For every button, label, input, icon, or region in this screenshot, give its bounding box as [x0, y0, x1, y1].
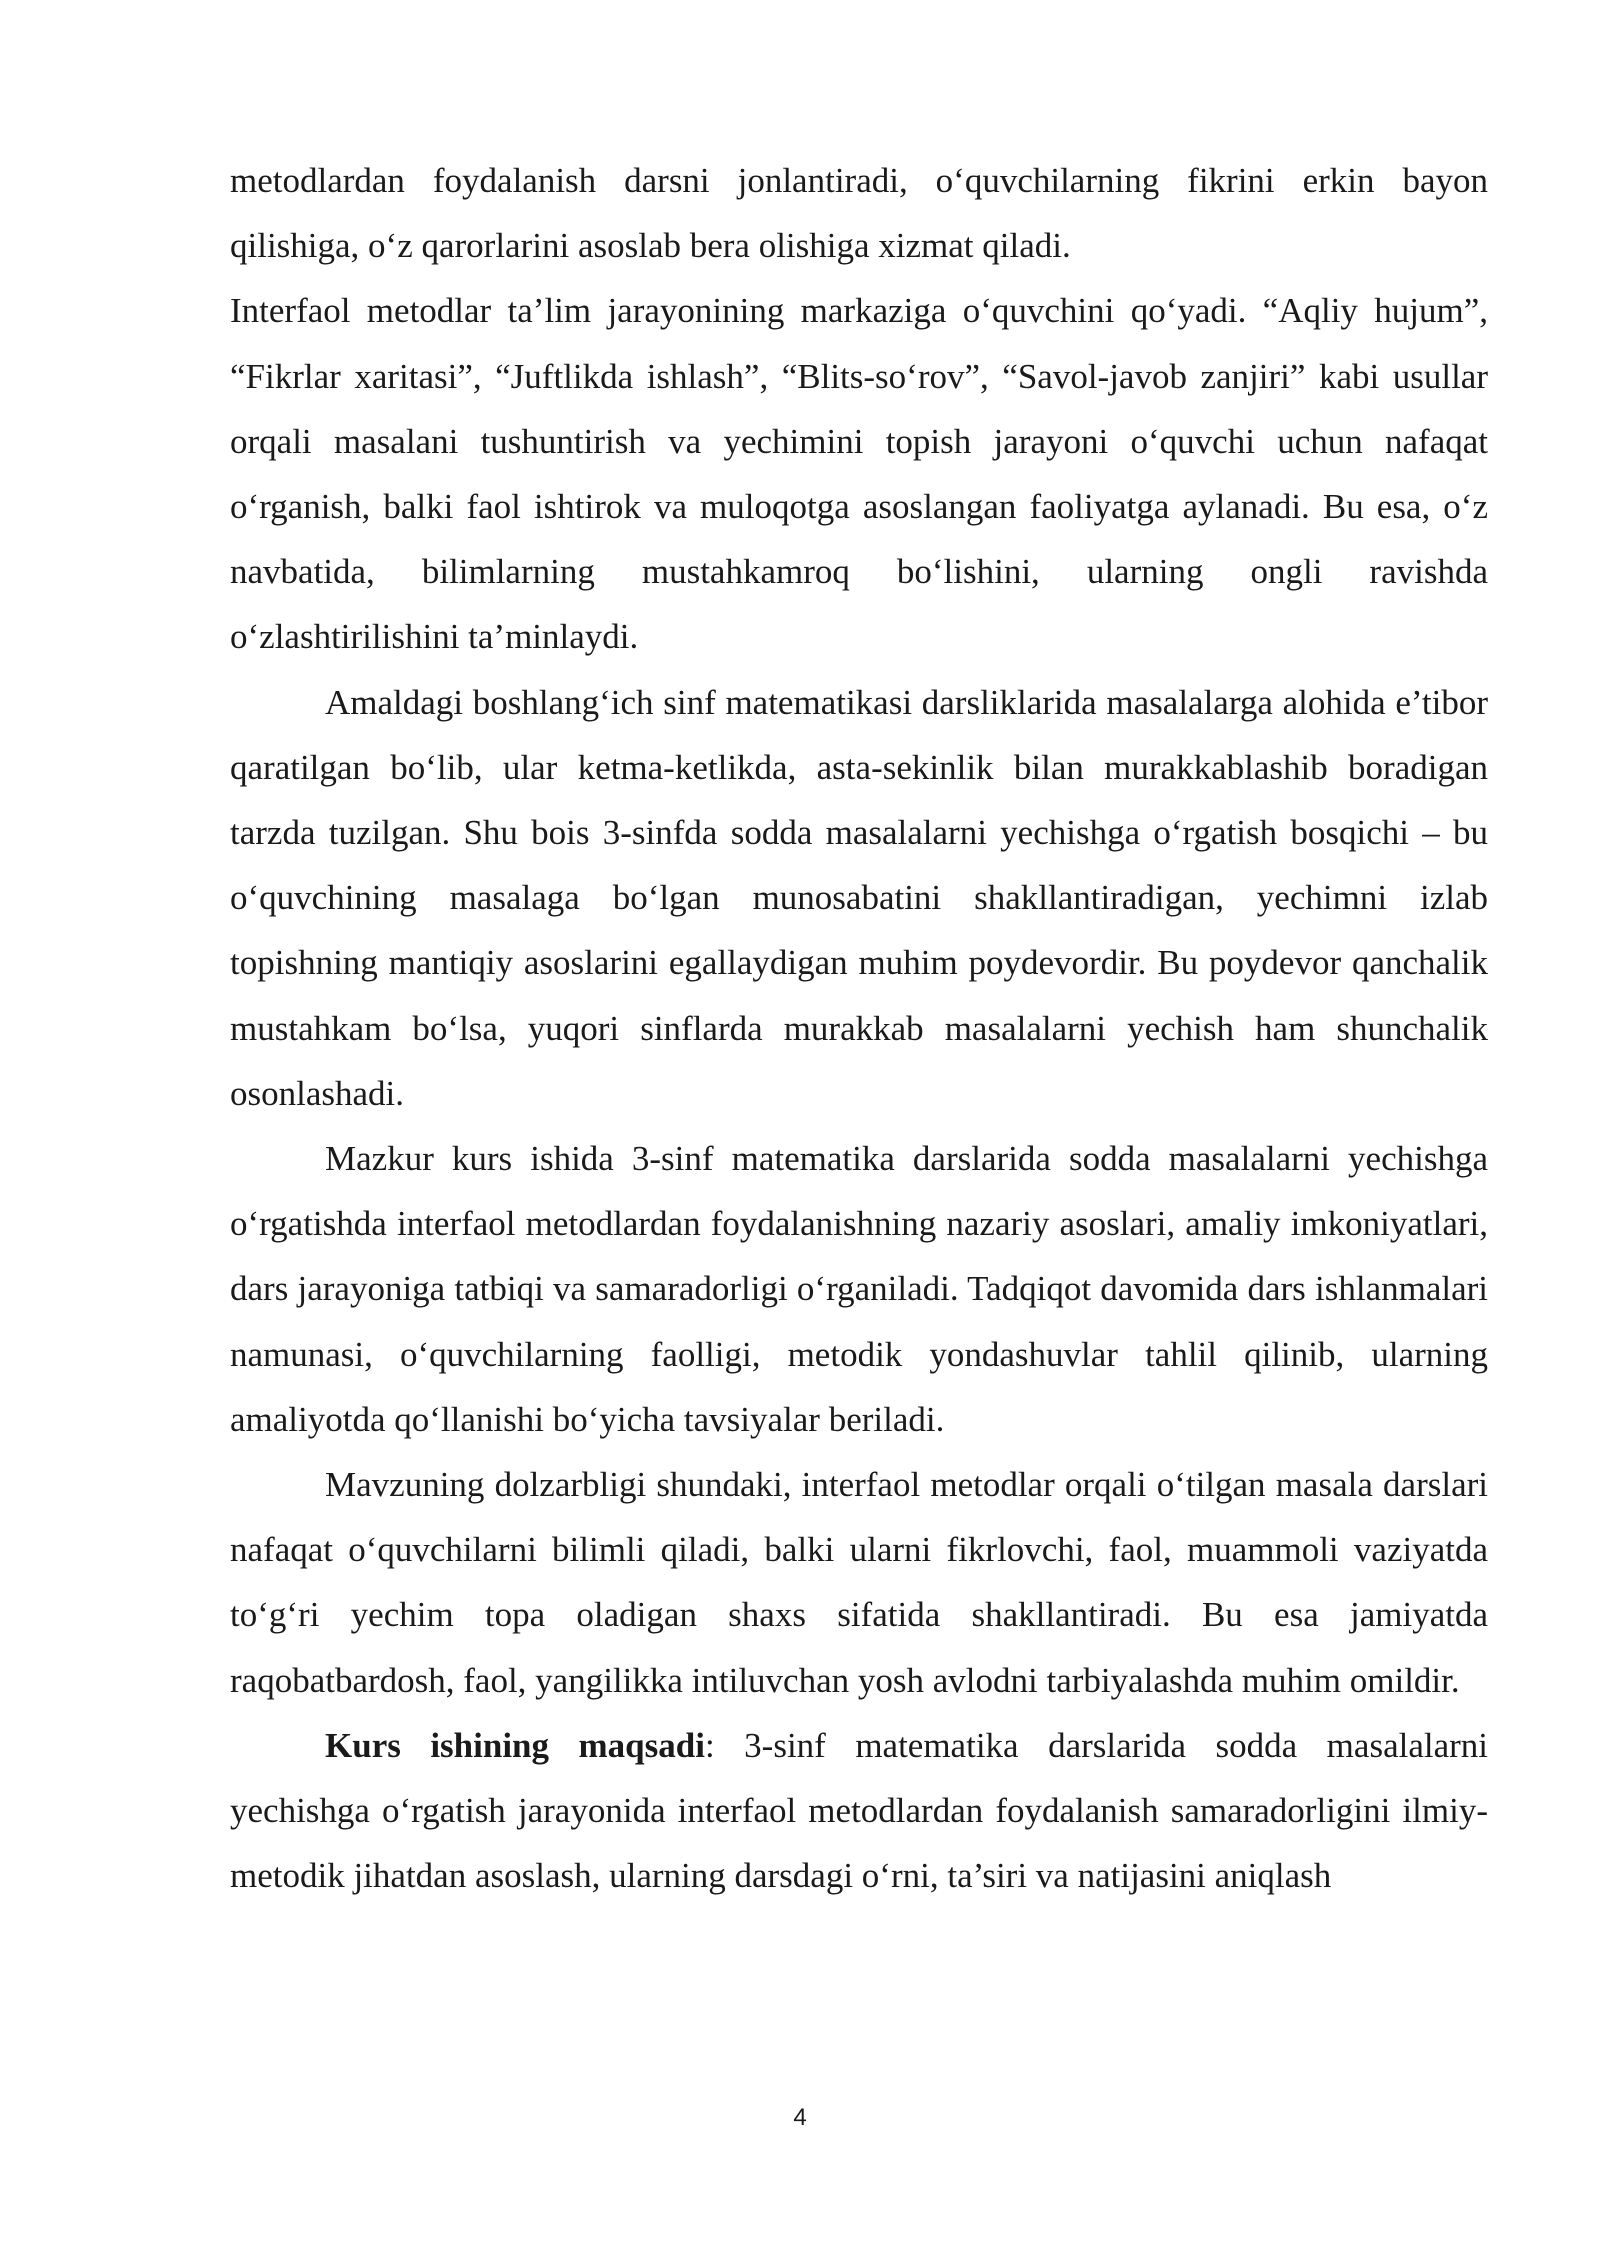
body-text [230, 148, 1488, 1908]
paragraph-interactive-methods: Interfaol metodlar ta’lim jarayonining markaziga o‘quvchini qo‘yadi. “Aqliy hujum”, “Fikrlar xaritasi”, “Juftlikda ishlash”, “Blits-so‘rov”, “Savol-javob zanjiri” kabi usullar orqali masalani tushuntirish va yechimini topish jarayoni o‘quvchi uchun nafaqat o‘rganish, balki faol ishtirok va muloqotga asoslangan faoliyatga aylanadi. Bu esa, o‘z navbatida, bilimlarning mustahkamroq bo‘lishini, ularning ongli ravishda o‘zlashtirilishini ta’minlaydi. [230, 291, 1488, 657]
paragraph-course-work: Mazkur kurs ishida 3-sinf matematika darslarida sodda masalalarni yechishga o‘rgatishda interfaol metodlardan foydalanishning nazariy asoslari, amaliy imkoniyatlari, dars jarayoniga tatbiqi va samaradorligi o‘rganiladi. Tadqiqot davomida dars ishlanmalari namunasi, o‘quvchilarning faolligi, metodik yondashuvlar tahlil qilinib, ularning amaliyotda qo‘llanishi bo‘yicha tavsiyalar beriladi. [230, 1139, 1488, 1439]
paragraph-continuation: metodlardan foydalanish darsni jonlantiradi, o‘quvchilarning fikrini erkin bayon qilishiga, o‘z qarorlarini asoslab bera olishiga xizmat qiladi. [230, 161, 1488, 266]
page-number: 4 [793, 2104, 807, 2131]
paragraph-relevance: Mavzuning dolzarbligi shundaki, interfaol metodlar orqali o‘tilgan masala darslari nafaqat o‘quvchilarni bilimli qiladi, balki ularni fikrlovchi, faol, muammoli vaziyatda to‘g‘ri yechim topa oladigan shaxs sifatida shakllantiradi. Bu esa jamiyatda raqobatbardosh, faol, yangilikka intiluvchan yosh avlodni tarbiyalashda muhim omildir. [230, 1465, 1488, 1700]
paragraph-goal [230, 1713, 1488, 1909]
goal-text: : 3-sinf matematika darslarida sodda masalalarni yechishga o‘rgatish jarayonida interfaol metodlardan foydalanish samaradorligini ilmiy-metodik jihatdan asoslash, ularning darsdagi o‘rni, ta’siri va natijasini aniqlash [230, 1725, 1488, 1896]
paragraph-textbooks: Amaldagi boshlang‘ich sinf matematikasi darsliklarida masalalarga alohida e’tibor qaratilgan bo‘lib, ular ketma-ketlikda, asta-sekinlik bilan murakkablashib boradigan tarzda tuzilgan. Shu bois 3-sinfda sodda masalalarni yechishga o‘rgatish bosqichi – bu o‘quvchining masalaga bo‘lgan munosabatini shakllantiradigan, yechimni izlab topishning mantiqiy asoslarini egallaydigan muhim poydevordir. Bu poydevor qanchalik mustahkam bo‘lsa, yuqori sinflarda murakkab masalalarni yechish ham shunchalik osonlashadi. [230, 682, 1488, 1113]
goal-heading: Kurs ishining maqsadi [325, 1725, 705, 1765]
